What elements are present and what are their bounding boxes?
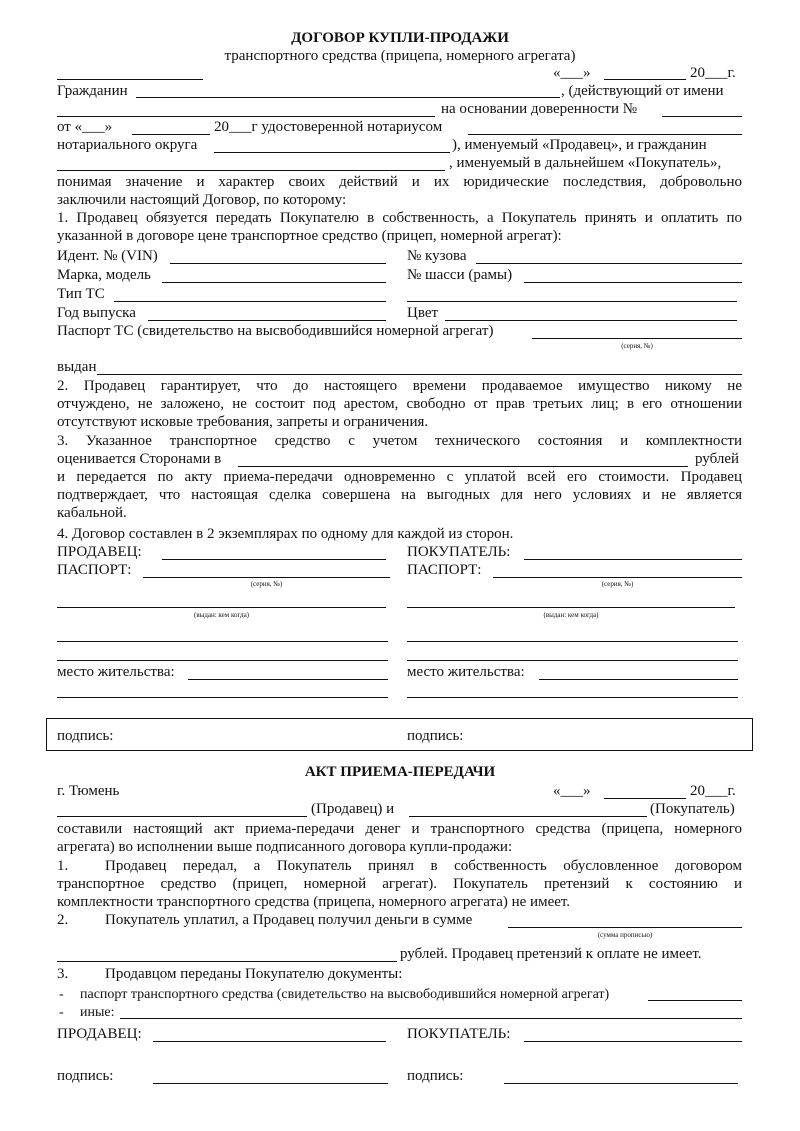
- date-month-blank[interactable]: [604, 79, 686, 80]
- act-item-1-line-3: комплектности транспортного средства (прицепа, номерного агрегата) не имеет.: [57, 894, 571, 910]
- act-item-2-number: 2.: [57, 912, 69, 928]
- seller-passport-field[interactable]: [143, 577, 390, 578]
- body-number-label: № кузова: [407, 248, 467, 264]
- chassis-field[interactable]: [524, 282, 742, 283]
- date-day: «___»: [553, 65, 591, 81]
- act-buyer-signature-label: подпись:: [407, 1068, 464, 1084]
- seller-label: ПРОДАВЕЦ:: [57, 544, 142, 560]
- sum-words-hint: (сумма прописью): [597, 931, 653, 939]
- contract-title: ДОГОВОР КУПЛИ-ПРОДАЖИ: [291, 30, 509, 46]
- buyer-residence-line-2[interactable]: [407, 697, 738, 698]
- seller-passport-label: ПАСПОРТ:: [57, 562, 132, 578]
- make-field[interactable]: [162, 282, 386, 283]
- body-number-field[interactable]: [476, 263, 742, 264]
- act-seller-label: ПРОДАВЕЦ:: [57, 1026, 142, 1042]
- buyer-passport-label: ПАСПОРТ:: [407, 562, 482, 578]
- seller-residence-line-2[interactable]: [57, 697, 388, 698]
- citizen-label: Гражданин: [57, 83, 128, 99]
- act-buyer-label: ПОКУПАТЕЛЬ:: [407, 1026, 511, 1042]
- buyer-label: ПОКУПАТЕЛЬ:: [407, 544, 511, 560]
- act-date-month-blank[interactable]: [604, 798, 686, 799]
- year-label: Год выпуска: [57, 305, 136, 321]
- seller-series-hint: (серия, №): [250, 580, 283, 588]
- doc-2-text: иные:: [80, 1005, 115, 1020]
- acting-on-behalf: , (действующий от имени: [561, 83, 724, 99]
- citizen-blank[interactable]: [136, 97, 560, 98]
- act-item-1-line-2: транспортное средство (прицеп, номерной агрегат). Покупатель претензий к состоянию и: [57, 876, 742, 892]
- issued-label: выдан: [57, 359, 97, 375]
- act-item-2-rubles: рублей. Продавец претензий к оплате не имеет.: [400, 946, 702, 962]
- buyer-extra-line-1[interactable]: [407, 641, 738, 642]
- buyer-series-hint: (серия, №): [601, 580, 634, 588]
- rubles-label: рублей: [695, 451, 740, 467]
- from-date: от «___»: [57, 119, 113, 135]
- buyer-residence-label: место жительства:: [407, 664, 525, 680]
- doc-1-field[interactable]: [648, 1000, 742, 1001]
- seller-residence-label: место жительства:: [57, 664, 175, 680]
- seller-issued-hint: (выдан: кем когда): [193, 611, 250, 619]
- act-item-1-line-1: Продавец передал, а Покупатель принял в собственность обусловленное договором: [105, 858, 742, 874]
- clause-3-line-2: оценивается Сторонами в: [57, 451, 222, 467]
- act-date-day: «___»: [553, 783, 591, 799]
- year-field[interactable]: [148, 320, 386, 321]
- seller-extra-line-1[interactable]: [57, 641, 388, 642]
- from-month-blank[interactable]: [132, 134, 210, 135]
- doc-1-text: паспорт транспортного средства (свидетельство на высвободившийся номерной агрегат): [80, 987, 610, 1002]
- act-item-3-number: 3.: [57, 966, 69, 982]
- act-date-year: 20___г.: [690, 783, 736, 799]
- act-seller-signature-label: подпись:: [57, 1068, 114, 1084]
- act-city: г. Тюмень: [57, 783, 120, 799]
- buyer-extra-line-2[interactable]: [407, 660, 738, 661]
- act-seller-signature-field[interactable]: [153, 1083, 388, 1084]
- seller-name-field[interactable]: [162, 559, 386, 560]
- buyer-residence-field[interactable]: [539, 679, 738, 680]
- series-number-hint: (серия, №): [621, 342, 653, 350]
- extra-field[interactable]: [407, 301, 737, 302]
- doc-2-dash: -: [59, 1005, 64, 1020]
- doc-1-dash: -: [59, 987, 64, 1002]
- make-label: Марка, модель: [57, 267, 151, 283]
- vehicle-passport-label: Паспорт ТС (свидетельство на высвободившийся номерной агрегат): [57, 323, 494, 339]
- seller-residence-field[interactable]: [188, 679, 388, 680]
- clause-3-line-3: и передается по акту приема-передачи одновременно с уплатой всей его стоимости. Продавец: [57, 469, 742, 485]
- notary-district: нотариального округа: [57, 137, 198, 153]
- poa-number-blank[interactable]: [662, 116, 742, 117]
- concluded-text: заключили настоящий Договор, по которому:: [57, 192, 347, 208]
- sum-field[interactable]: [508, 927, 742, 928]
- act-intro-line-1: составили настоящий акт приема-передачи денег и транспортного средства (прицепа, номерного: [57, 821, 742, 837]
- signature-box: [46, 718, 753, 751]
- seller-extra-line-2[interactable]: [57, 660, 388, 661]
- buyer-issued-field[interactable]: [407, 607, 735, 608]
- clause-3-line-5: кабальной.: [57, 505, 127, 521]
- act-item-2-text: Покупатель уплатил, а Продавец получил деньги в сумме: [105, 912, 473, 928]
- vin-label: Идент. № (VIN): [57, 248, 158, 264]
- act-seller-field[interactable]: [153, 1041, 386, 1042]
- vehicle-passport-field[interactable]: [532, 338, 742, 339]
- seller-issued-field[interactable]: [57, 607, 386, 608]
- clause-2-line-1: 2. Продавец гарантирует, что до настоящего времени продаваемое имущество никому не: [57, 378, 742, 394]
- issued-field[interactable]: [97, 374, 742, 375]
- act-seller-blank[interactable]: [57, 816, 307, 817]
- act-buyer-blank[interactable]: [409, 816, 647, 817]
- seller-signature-label: подпись:: [57, 728, 114, 744]
- price-field[interactable]: [238, 466, 688, 467]
- buyer-passport-field[interactable]: [493, 577, 742, 578]
- type-label: Тип ТС: [57, 286, 105, 302]
- contract-subtitle: транспортного средства (прицепа, номерного агрегата): [224, 48, 576, 64]
- clause-2-line-3: отсутствуют исковые требования, запреты и ограничения.: [57, 414, 429, 430]
- clause-3-line-4: подтверждает, что настоящая сделка совершена на выгодных для него условиях и не является: [57, 487, 742, 503]
- power-of-attorney: на основании доверенности №: [441, 101, 638, 117]
- sum-words-field[interactable]: [57, 961, 397, 962]
- clause-2-line-2: отчуждено, не заложено, не состоит под арестом, свободно от прав третьих лиц; в его отношении: [57, 396, 742, 412]
- district-blank[interactable]: [214, 152, 450, 153]
- seller-named: ), именуемый «Продавец», и гражданин: [452, 137, 707, 153]
- color-label: Цвет: [407, 305, 439, 321]
- act-intro-line-2: агрегата) во исполнении выше подписанного договора купли-продажи:: [57, 839, 513, 855]
- clause-3-line-1: 3. Указанное транспортное средство с учетом технического состояния и комплектности: [57, 433, 742, 449]
- act-buyer-paren: (Покупатель): [650, 801, 735, 817]
- clause-4: 4. Договор составлен в 2 экземплярах по одному для каждой из сторон.: [57, 526, 514, 542]
- act-buyer-signature-field[interactable]: [504, 1083, 738, 1084]
- act-seller-paren: (Продавец) и: [311, 801, 395, 817]
- act-item-3-text: Продавцом переданы Покупателю документы:: [105, 966, 403, 982]
- notary-blank[interactable]: [468, 134, 742, 135]
- principal-blank[interactable]: [57, 116, 435, 117]
- act-item-1-number: 1.: [57, 858, 69, 874]
- clause-1-line-2: указанной в договоре цене транспортное средство (прицеп, номерной агрегат):: [57, 228, 562, 244]
- buyer-issued-hint: (выдан: кем когда): [543, 611, 599, 619]
- clause-1-line-1: 1. Продавец обязуется передать Покупателю в собственность, а Покупатель принять и оплатить по: [57, 210, 742, 226]
- notarized-by: 20___г удостоверенной нотариусом: [214, 119, 443, 135]
- buyer-signature-label: подпись:: [407, 728, 464, 744]
- buyer-blank[interactable]: [57, 170, 445, 171]
- act-buyer-field[interactable]: [524, 1041, 742, 1042]
- buyer-named: , именуемый в дальнейшем «Покупатель»,: [449, 155, 722, 171]
- color-field[interactable]: [445, 320, 737, 321]
- type-field[interactable]: [114, 301, 386, 302]
- doc-2-field[interactable]: [120, 1018, 742, 1019]
- chassis-label: № шасси (рамы): [407, 267, 513, 283]
- buyer-name-field[interactable]: [524, 559, 742, 560]
- date-year: 20___г.: [690, 65, 736, 81]
- act-title: АКТ ПРИЕМА-ПЕРЕДАЧИ: [304, 764, 496, 780]
- vin-field[interactable]: [170, 263, 386, 264]
- understanding-text: понимая значение и характер своих действий и их юридические последствия, добровольно: [57, 174, 742, 190]
- place-blank[interactable]: [57, 79, 203, 80]
